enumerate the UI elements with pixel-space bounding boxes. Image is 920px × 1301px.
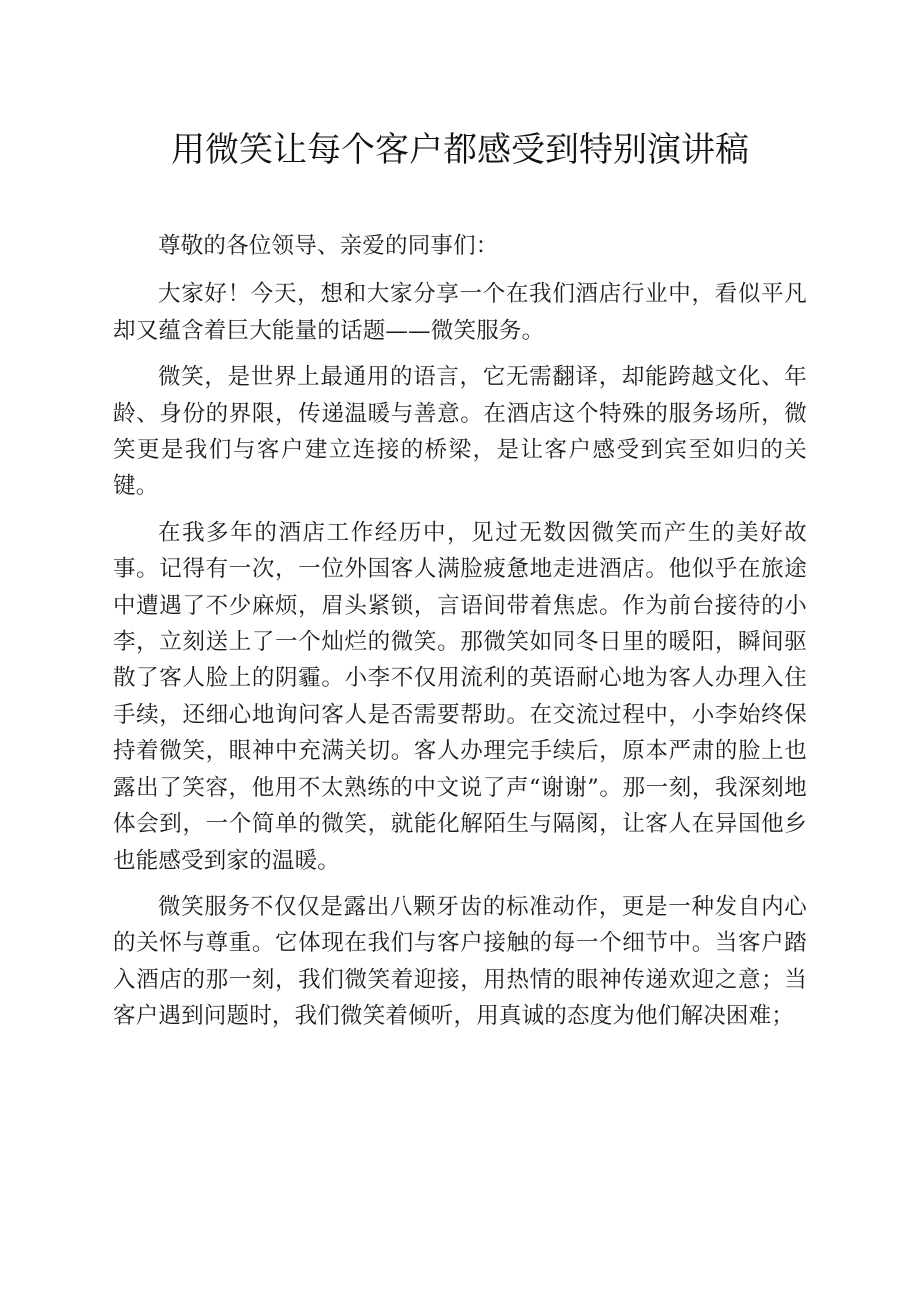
document-title: 用微笑让每个客户都感受到特别演讲稿 [171, 130, 749, 170]
smile-service-paragraph: 微笑服务不仅仅是露出八颗牙齿的标准动作，更是一种发自内心的关怀与尊重。它体现在我们与客户接触的每一个细节中。当客户踏入酒店的那一刻，我们微笑着迎接，用热情的眼神传递欢迎之意；当客户遇到问题时，我们微笑着倾听，用真诚的态度为他们解决困难； [113, 893, 807, 1030]
story-paragraph: 在我多年的酒店工作经历中，见过无数因微笑而产生的美好故事。记得有一次，一位外国客人满脸疲惫地走进酒店。他似乎在旅途中遭遇了不少麻烦，眉头紧锁，言语间带着焦虑。作为前台接待的小李，立刻送上了一个灿烂的微笑。那微笑如同冬日里的暖阳，瞬间驱散了客人脸上的阴霾。小李不仅用流利的英语耐心地为客人办理入住手续，还细心地询问客人是否需要帮助。在交流过程中，小李始终保持着微笑，眼神中充满关切。客人办理完手续后，原本严肃的脸上也露出了笑容，他用不太熟练的中文说了声“谢谢”。那一刻，我深刻地体会到，一个简单的微笑，就能化解陌生与隔阂，让客人在异国他乡也能感受到家的温暖。 [113, 519, 807, 874]
smile-definition-paragraph: 微笑，是世界上最通用的语言，它无需翻译，却能跨越文化、年龄、身份的界限，传递温暖与善意。在酒店这个特殊的服务场所，微笑更是我们与客户建立连接的桥梁，是让客户感受到宾至如归的关键。 [113, 364, 807, 500]
salutation-paragraph: 尊敬的各位领导、亲爱的同事们： [158, 233, 499, 259]
greeting-paragraph: 大家好！今天，想和大家分享一个在我们酒店行业中，看似平凡却又蕴含着巨大能量的话题——微笑服务。 [113, 281, 807, 344]
document-body [113, 228, 807, 1035]
